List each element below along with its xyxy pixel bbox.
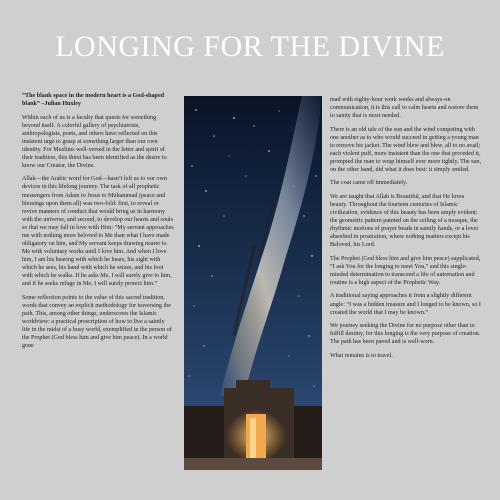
right-paragraph-7: We journey seeking the Divine for no purpose other than to fulfill destiny, for this longing is the very purpose of creation. The path has been paved and is well-worn. [330, 323, 481, 346]
right-paragraph-8: What remains is to travel. [330, 352, 393, 359]
left-paragraph-3: Some reflection points to the value of this sacred tradition, words that convey an explicit methodology for traversing the path. This, among other things, underscores the Islamic worldview: a practical prescription of how to live a saintly life in the midst of a busy world, exemplified in the person of the Prophet (God bless him and give him peace). In a world gone [22, 294, 172, 349]
epigraph-quote: “The blank space in the modern heart is a God-shaped blank” [22, 93, 165, 108]
right-paragraph-3: The coat came off immediately. [330, 180, 408, 187]
right-paragraph-2: There is an old tale of the sun and the wind competing with one another as to who would succeed in getting a young man to remove his jacket. The wind blew and blew, all to no avail; each violent puff, more insistent than the one that preceded it, prompted the man to wrap himself ever more tightly. The sun, on the other hand, did what it does best: it simply smiled. [330, 126, 482, 173]
right-column [330, 96, 482, 365]
epigraph-source: –Julian Huxley [39, 101, 81, 108]
right-paragraph-4: We are taught that Allah is Beautiful, and that He loves beauty. Throughout the fourteen centuries of Islamic civilization, evidence of this beauty has been amply evident: the geometric pattern painted on the ceiling of a mosque, the rhythmic motions of prayer beads in saintly hands, or a lover absorbed in prostration, where nothing matters except his Beloved, his Lord. [330, 193, 479, 249]
epigraph [22, 92, 174, 108]
left-paragraph-1: Within each of us is a faculty that quests for something beyond itself. A colorful gallery of psychiatrists, anthropologists, poets, and others have reflected on this insistent urge to grasp at something larger than our own identity. For Muslims well-versed in the letter and spirit of their tradition, this thirst has been identified as the desire to know our Creator, the Divine. [22, 114, 167, 169]
page-title: LONGING FOR THE DIVINE [55, 30, 445, 63]
right-paragraph-6: A traditional saying approaches it from a slightly different angle: “I was a hidden treasure and I longed to be known, so I created the world that I may be known.” [330, 293, 481, 316]
right-paragraph-5: The Prophet (God bless him and give him peace) supplicated, “I ask You for the longing to meet You,” and this single-minded determination to transcend a life of automation and routine is a high aspect of the Prophetic Way. [330, 255, 481, 286]
left-paragraph-2: Allah—the Arabic word for God—hasn’t left us to our own devices in this lifelong journey. The task of all prophetic messengers from Adam to Jesus to Muhammad (peace and blessings upon them all) was two-fold: first, to reveal or revive manners of conduct that would bring us in harmony with the universe, and second, to develop our hearts and souls so that we may fall in love with Him: “My servant approaches me with nothing more beloved to Me than what I have made obligatory on him, and My servant keeps drawing nearer to Me with voluntary works until I love him. And when I love him, I am his hearing with which he hears, his sight with which he sees, his hand with which he seizes, and his foot with which he walks. If he asks Me, I will surely give to him, and if he seeks refuge in Me, I will surely protect him.” [22, 176, 174, 288]
left-column [22, 92, 174, 355]
milky-way-illustration [184, 96, 322, 470]
right-paragraph-1: mad with eighty-hour work weeks and always-on communication, it is this call to calm hearts and restore them to sanity that is most needed. [330, 97, 479, 120]
milky-way-photo [184, 96, 322, 470]
